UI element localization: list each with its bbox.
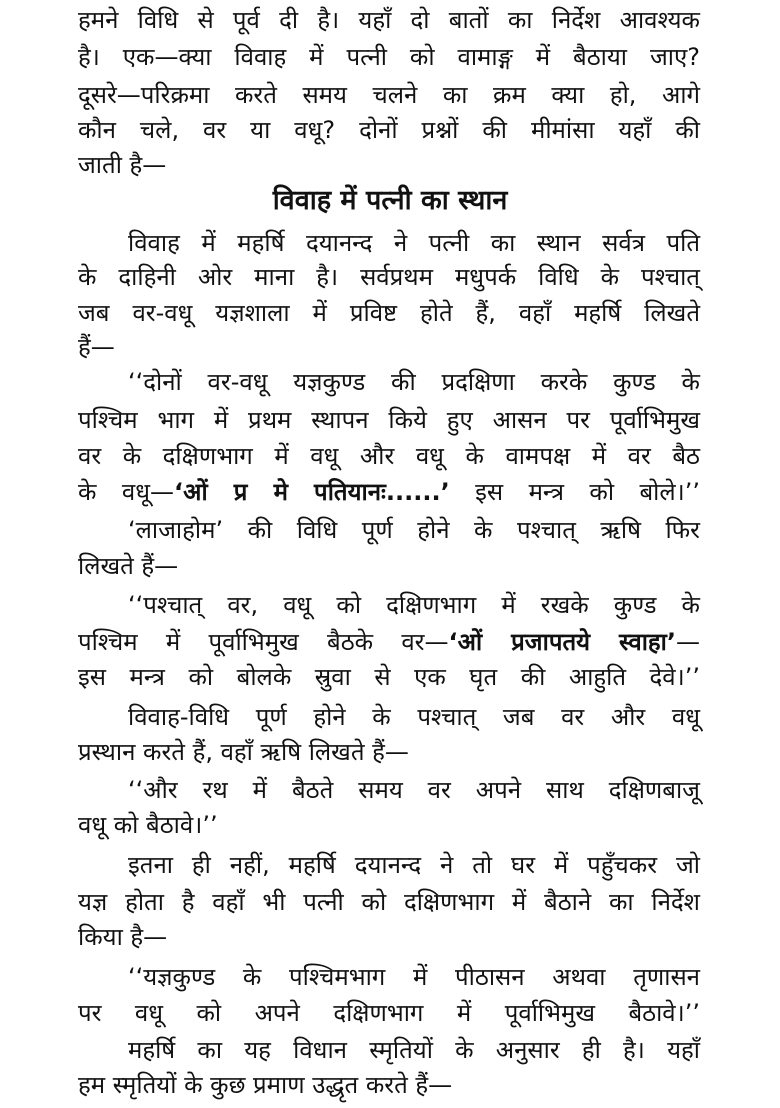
- text-segment: जब वर-वधू यज्ञशाला में प्रविष्ट होते हैं, वहाँ महर्षि लिखते: [78, 299, 700, 327]
- text-segment: पश्चिम में पूर्वाभिमुख बैठके वर—: [78, 628, 449, 656]
- text-segment: ‘‘और रथ में बैठते समय वर अपने साथ दक्षिणबाजू: [128, 776, 700, 804]
- text-line: [78, 78, 700, 112]
- text-line: [78, 3, 700, 37]
- text-line: [78, 1068, 700, 1102]
- text-line: [78, 296, 700, 330]
- text-segment: —: [676, 628, 701, 656]
- section-heading: विवाह में पत्नी का स्थान: [272, 185, 508, 216]
- text-segment: है। एक—क्या विवाह में पत्नी को वामाङ्ग में बैठाया जाए?: [78, 43, 700, 71]
- text-line: [78, 808, 700, 842]
- text-segment: महर्षि का यह विधान स्मृतियों के अनुसार ही है। यहाँ: [128, 1036, 700, 1064]
- text-line: [78, 260, 700, 294]
- text-segment: प्रस्थान करते हैं, वहाँ ऋषि लिखते हैं—: [78, 738, 409, 766]
- text-segment: के वधू—: [78, 478, 174, 506]
- mantra-text: ‘ओं प्रजापतये स्वाहा’: [448, 628, 677, 656]
- text-segment: जाती है—: [78, 151, 167, 179]
- text-line: [78, 403, 700, 437]
- text-line: [78, 330, 700, 364]
- text-segment: पर वधू को अपने दक्षिणभाग में पूर्वाभिमुख बैठावे।’’: [78, 999, 700, 1027]
- text-segment: ‘‘यज्ञकुण्ड के पश्चिमभाग में पीठासन अथवा तृणासन: [128, 963, 700, 991]
- text-line: [128, 513, 700, 547]
- text-line: [78, 549, 700, 583]
- text-segment: यज्ञ होता है वहाँ भी पत्नी को दक्षिणभाग में बैठाने का निर्देश: [78, 888, 700, 916]
- text-line: [78, 439, 700, 473]
- text-line: [128, 700, 700, 734]
- text-segment: के दाहिनी ओर माना है। सर्वप्रथम मधुपर्क विधि के पश्चात्: [78, 263, 700, 291]
- text-line: [78, 996, 700, 1030]
- text-segment: ‘‘दोनों वर-वधू यज्ञकुण्ड की प्रदक्षिणा करके कुण्ड के: [128, 368, 700, 396]
- text-line: [78, 885, 700, 919]
- text-line: [78, 735, 700, 769]
- text-line: [128, 960, 700, 994]
- text-line: [78, 40, 700, 74]
- text-segment: ‘‘पश्चात् वर, वधू को दक्षिणभाग में रखके कुण्ड के: [128, 591, 700, 619]
- text-segment: विवाह-विधि पूर्ण होने के पश्चात् जब वर और वधू: [128, 703, 700, 731]
- text-line: [128, 773, 700, 807]
- text-line: [128, 365, 700, 399]
- text-segment: इस मन्त्र को बोले।’’: [449, 478, 700, 506]
- text-segment: पश्चिम भाग में प्रथम स्थापन किये हुए आसन पर पूर्वाभिमुख: [78, 406, 700, 434]
- text-segment: वर के दक्षिणभाग में वधू और वधू के वामपक्ष में वर बैठ: [78, 442, 700, 470]
- text-segment: कौन चले, वर या वधू? दोनों प्रश्नों की मीमांसा यहाँ की: [78, 116, 700, 144]
- text-segment: किया है—: [78, 923, 168, 951]
- text-segment: इतना ही नहीं, महर्षि दयानन्द ने तो घर में पहुँचकर जो: [128, 851, 700, 879]
- text-segment: इस मन्त्र को बोलके स्रुवा से एक घृत की आहुति देवे।’’: [78, 663, 700, 691]
- text-line: [128, 848, 700, 882]
- mantra-text: ‘ओं प्र मे पतियानः......’: [173, 478, 450, 506]
- text-segment: लिखते हैं—: [78, 552, 179, 580]
- text-segment: हम स्मृतियों के कुछ प्रमाण उद्धृत करते हैं—: [78, 1071, 453, 1099]
- text-segment: हमने विधि से पूर्व दी है। यहाँ दो बातों का निर्देश आवश्यक: [78, 6, 700, 34]
- text-line: [78, 920, 700, 954]
- text-line: [78, 113, 700, 147]
- text-segment: दूसरे—परिक्रमा करते समय चलने का क्रम क्या हो, आगे: [78, 81, 700, 109]
- text-line: [128, 588, 700, 622]
- text-line: [128, 1033, 700, 1067]
- text-segment: विवाह में महर्षि दयानन्द ने पत्नी का स्थान सर्वत्र पति: [128, 229, 700, 257]
- text-segment: वधू को बैठावे।’’: [78, 811, 218, 839]
- text-segment: ‘लाजाहोम’ की विधि पूर्ण होने के पश्चात् ऋषि फिर: [128, 516, 700, 544]
- text-segment: हैं—: [78, 333, 115, 361]
- text-line: [128, 226, 700, 260]
- text-line: [78, 148, 700, 182]
- text-line: [78, 625, 700, 659]
- text-line: [78, 475, 700, 509]
- text-line: [78, 660, 700, 694]
